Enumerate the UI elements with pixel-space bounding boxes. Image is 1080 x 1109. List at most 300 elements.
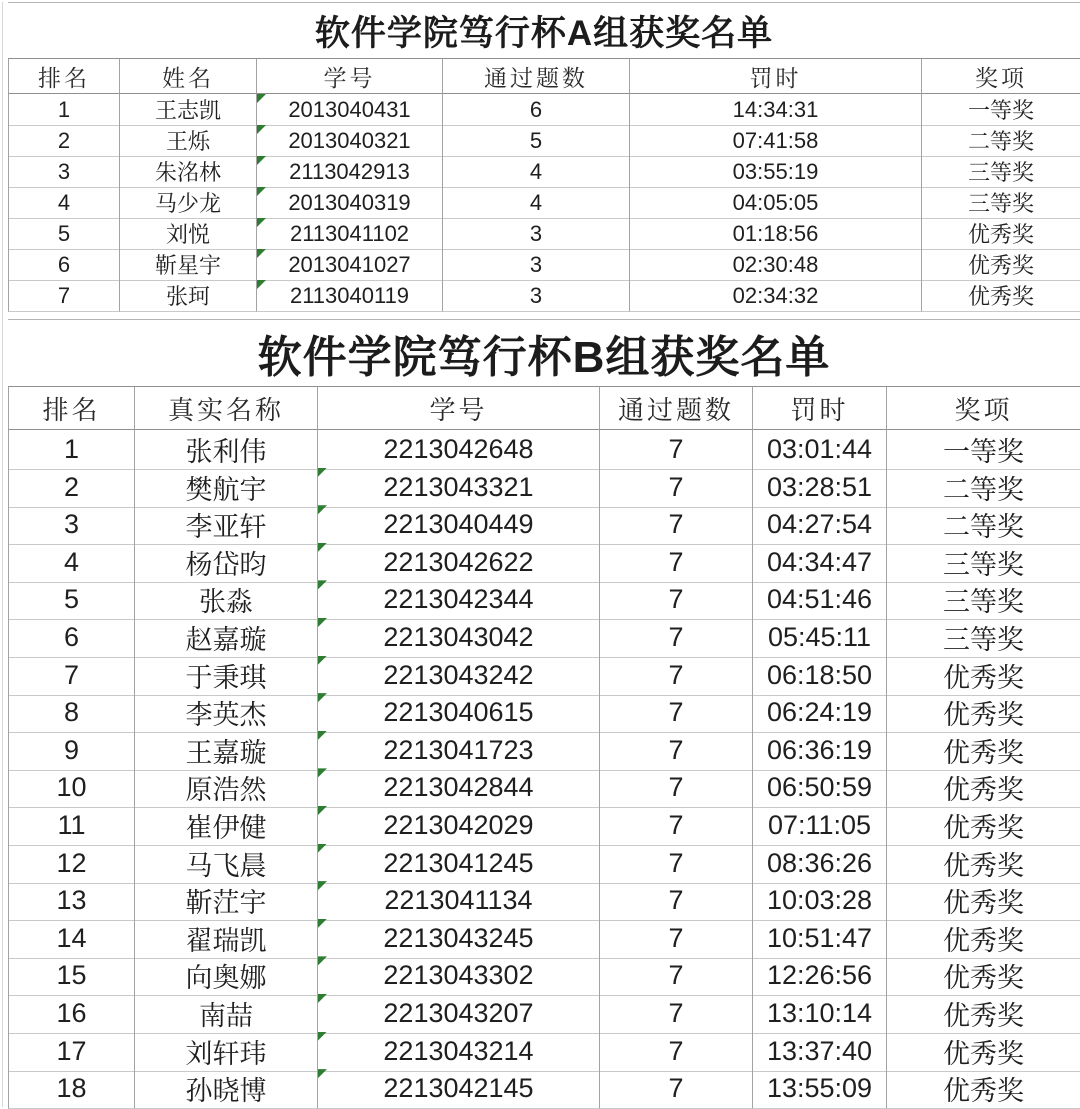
cell-value: 2213040449 xyxy=(383,509,534,540)
table-cell[interactable] xyxy=(600,956,753,996)
cell-value: 7 xyxy=(668,621,684,652)
table-row xyxy=(8,468,1080,506)
table-cell[interactable] xyxy=(120,156,257,188)
table-cell[interactable] xyxy=(753,580,887,620)
header-cell[interactable] xyxy=(600,386,753,430)
table-cell[interactable] xyxy=(135,505,318,545)
table-cell[interactable] xyxy=(887,844,1080,884)
table-cell[interactable] xyxy=(318,580,600,620)
table-cell[interactable] xyxy=(318,956,600,996)
cell-value: 二等奖 xyxy=(943,512,1024,543)
table-cell[interactable] xyxy=(257,249,443,281)
table-cell[interactable] xyxy=(135,956,318,996)
table-b-title-cell[interactable]: 软件学院笃行杯B组获奖名单 xyxy=(8,319,1080,386)
table-cell[interactable] xyxy=(922,94,1080,126)
table-cell[interactable] xyxy=(8,994,135,1034)
table-cell[interactable] xyxy=(600,430,753,470)
table-cell[interactable] xyxy=(135,580,318,620)
table-cell[interactable] xyxy=(318,505,600,545)
table-cell[interactable] xyxy=(753,468,887,508)
table-cell[interactable] xyxy=(443,187,630,219)
cell-value: 18 xyxy=(56,1073,87,1104)
cell-value: 一等奖 xyxy=(967,98,1034,123)
table-cell[interactable] xyxy=(8,543,135,583)
header-cell[interactable] xyxy=(8,386,135,430)
table-cell[interactable] xyxy=(8,919,135,959)
table-cell[interactable] xyxy=(600,618,753,658)
cell-value: 赵嘉璇 xyxy=(185,624,267,655)
cell-value: 樊航宇 xyxy=(185,474,267,505)
header-cell-label: 学号 xyxy=(429,394,488,425)
table-cell[interactable] xyxy=(887,1032,1080,1072)
table-cell[interactable] xyxy=(318,543,600,583)
cell-value: 刘悦 xyxy=(165,222,210,247)
header-cell-label: 奖项 xyxy=(954,394,1013,425)
cell-value: 杨岱昀 xyxy=(185,549,267,580)
table-cell[interactable] xyxy=(887,806,1080,846)
cell-value: 2 xyxy=(57,127,71,153)
table-cell[interactable] xyxy=(630,280,922,312)
table-cell[interactable] xyxy=(887,430,1080,470)
table-cell[interactable] xyxy=(887,618,1080,658)
table-cell[interactable] xyxy=(600,806,753,846)
table-cell[interactable] xyxy=(135,656,318,696)
table-cell[interactable] xyxy=(8,505,135,545)
cell-value: 优秀奖 xyxy=(943,1038,1024,1069)
table-cell[interactable] xyxy=(318,1069,600,1109)
table-cell[interactable] xyxy=(135,1069,318,1109)
table-cell[interactable] xyxy=(753,919,887,959)
table-cell[interactable] xyxy=(887,919,1080,959)
table-cell[interactable] xyxy=(630,125,922,157)
table-cell[interactable] xyxy=(135,693,318,733)
cell-value: 5 xyxy=(57,220,71,246)
table-cell[interactable] xyxy=(8,768,135,808)
cell-value: 7 xyxy=(668,434,684,464)
table-cell[interactable] xyxy=(8,881,135,921)
table-cell[interactable] xyxy=(630,156,922,188)
cell-value: 04:34:47 xyxy=(766,546,873,577)
table-cell[interactable] xyxy=(887,468,1080,508)
table-cell[interactable] xyxy=(753,731,887,771)
table-cell[interactable] xyxy=(318,844,600,884)
table-cell[interactable] xyxy=(443,249,630,281)
cell-value: 优秀奖 xyxy=(943,812,1024,843)
table-cell[interactable] xyxy=(120,218,257,250)
table-b-rows xyxy=(8,430,1080,1107)
table-cell[interactable] xyxy=(318,919,600,959)
table-cell[interactable] xyxy=(8,1069,135,1109)
table-cell[interactable] xyxy=(120,249,257,281)
table-cell[interactable] xyxy=(600,994,753,1034)
table-cell[interactable] xyxy=(887,505,1080,545)
table-cell[interactable] xyxy=(120,187,257,219)
table-cell[interactable] xyxy=(600,656,753,696)
table-cell[interactable] xyxy=(318,618,600,658)
table-cell[interactable] xyxy=(135,430,318,470)
cell-value: 2013040321 xyxy=(288,127,411,153)
cell-value: 06:24:19 xyxy=(766,697,873,728)
table-cell[interactable] xyxy=(887,693,1080,733)
table-cell[interactable] xyxy=(600,543,753,583)
table-cell[interactable] xyxy=(8,618,135,658)
table-row xyxy=(8,956,1080,994)
table-cell[interactable] xyxy=(8,187,120,219)
table-row xyxy=(8,125,1080,156)
cell-value: 4 xyxy=(57,189,71,215)
table-cell[interactable] xyxy=(257,280,443,312)
table-cell[interactable] xyxy=(135,844,318,884)
table-cell[interactable] xyxy=(135,543,318,583)
cell-value: 优秀奖 xyxy=(943,925,1024,956)
table-cell[interactable] xyxy=(120,280,257,312)
table-b-header-row xyxy=(8,386,1080,430)
table-cell[interactable] xyxy=(135,919,318,959)
table-cell[interactable] xyxy=(922,187,1080,219)
number-stored-as-text-flag-icon xyxy=(318,806,327,815)
cell-value: 2213043207 xyxy=(383,997,534,1028)
cell-value: 11 xyxy=(57,809,86,840)
cell-value: 5 xyxy=(529,127,543,153)
cell-value: 03:55:19 xyxy=(732,158,819,184)
cell-value: 2 xyxy=(63,471,80,502)
table-cell[interactable] xyxy=(318,731,600,771)
table-cell[interactable] xyxy=(600,580,753,620)
header-cell-label: 学号 xyxy=(323,64,376,91)
cell-value: 1 xyxy=(63,434,80,464)
table-cell[interactable] xyxy=(135,468,318,508)
cell-value: 3 xyxy=(529,251,543,277)
table-cell[interactable] xyxy=(887,656,1080,696)
table-cell[interactable] xyxy=(135,806,318,846)
table-cell[interactable] xyxy=(753,844,887,884)
cell-value: 优秀奖 xyxy=(943,737,1024,768)
table-cell[interactable] xyxy=(753,693,887,733)
table-cell[interactable] xyxy=(135,881,318,921)
table-cell[interactable] xyxy=(600,1032,753,1072)
table-cell[interactable] xyxy=(887,768,1080,808)
header-cell[interactable] xyxy=(135,386,318,430)
number-stored-as-text-flag-icon xyxy=(318,618,327,627)
cell-value: 06:18:50 xyxy=(766,659,873,690)
table-cell[interactable] xyxy=(443,218,630,250)
table-cell[interactable] xyxy=(753,994,887,1034)
cell-value: 03:01:44 xyxy=(766,434,873,464)
table-cell[interactable] xyxy=(753,1032,887,1072)
table-cell[interactable] xyxy=(753,618,887,658)
table-cell[interactable] xyxy=(600,881,753,921)
table-row xyxy=(8,1069,1080,1107)
award-table-group-a xyxy=(8,2,1080,311)
header-cell-label: 奖项 xyxy=(975,64,1027,91)
table-cell[interactable] xyxy=(600,693,753,733)
table-cell[interactable] xyxy=(922,280,1080,312)
cell-value: 三等奖 xyxy=(943,587,1024,618)
table-cell[interactable] xyxy=(257,94,443,126)
table-cell[interactable] xyxy=(135,618,318,658)
cell-value: 12 xyxy=(56,847,87,878)
cell-value: 6 xyxy=(529,96,543,122)
table-cell[interactable] xyxy=(753,881,887,921)
cell-value: 优秀奖 xyxy=(943,888,1024,919)
table-cell[interactable] xyxy=(318,768,600,808)
table-cell[interactable] xyxy=(318,468,600,508)
table-cell[interactable] xyxy=(753,430,887,470)
cell-value: 7 xyxy=(63,659,80,690)
cell-value: 3 xyxy=(529,220,543,246)
table-cell[interactable] xyxy=(318,806,600,846)
table-cell[interactable] xyxy=(887,580,1080,620)
table-cell[interactable] xyxy=(922,218,1080,250)
table-cell[interactable] xyxy=(8,468,135,508)
cell-value: 王嘉璇 xyxy=(185,737,267,768)
table-cell[interactable] xyxy=(135,1032,318,1072)
table-row xyxy=(8,430,1080,468)
table-cell[interactable] xyxy=(753,806,887,846)
cell-value: 7 xyxy=(668,509,684,540)
number-stored-as-text-flag-icon xyxy=(257,94,266,103)
table-row xyxy=(8,1032,1080,1070)
cell-value: 优秀奖 xyxy=(967,284,1034,309)
cell-value: 7 xyxy=(668,1035,684,1066)
table-row xyxy=(8,844,1080,882)
cell-value: 马少龙 xyxy=(154,191,221,216)
cell-value: 王志凯 xyxy=(154,98,221,123)
table-cell[interactable] xyxy=(318,430,600,470)
cell-value: 7 xyxy=(668,1073,684,1104)
number-stored-as-text-flag-icon xyxy=(318,1069,327,1078)
table-cell[interactable] xyxy=(8,218,120,250)
table-cell[interactable] xyxy=(257,218,443,250)
table-spacer-row xyxy=(8,311,1080,319)
header-cell-label: 姓名 xyxy=(162,64,214,91)
table-cell[interactable] xyxy=(318,1032,600,1072)
number-stored-as-text-flag-icon xyxy=(318,956,327,965)
table-cell[interactable] xyxy=(8,806,135,846)
table-row xyxy=(8,218,1080,249)
cell-value: 三等奖 xyxy=(943,624,1024,655)
table-cell[interactable] xyxy=(318,881,600,921)
cell-value: 04:27:54 xyxy=(766,509,873,540)
header-cell[interactable] xyxy=(120,58,257,94)
cell-value: 7 xyxy=(668,772,684,803)
number-stored-as-text-flag-icon xyxy=(318,731,327,740)
header-cell[interactable] xyxy=(887,386,1080,430)
header-cell[interactable] xyxy=(318,386,600,430)
table-cell[interactable] xyxy=(600,731,753,771)
table-cell[interactable] xyxy=(135,768,318,808)
table-cell[interactable] xyxy=(600,919,753,959)
table-row xyxy=(8,187,1080,218)
table-cell[interactable] xyxy=(8,125,120,157)
cell-value: 05:45:11 xyxy=(767,621,872,652)
table-row xyxy=(8,768,1080,806)
cell-value: 13:37:40 xyxy=(766,1035,873,1066)
header-cell[interactable] xyxy=(443,58,630,94)
table-cell[interactable] xyxy=(753,956,887,996)
table-cell[interactable] xyxy=(120,125,257,157)
table-cell[interactable] xyxy=(922,249,1080,281)
header-cell-label: 通过题数 xyxy=(484,64,588,91)
table-row xyxy=(8,505,1080,543)
cell-value: 优秀奖 xyxy=(943,1000,1024,1031)
cell-value: 一等奖 xyxy=(943,437,1024,467)
cell-value: 优秀奖 xyxy=(943,662,1024,693)
table-cell[interactable] xyxy=(753,1069,887,1109)
table-cell[interactable] xyxy=(887,994,1080,1034)
header-cell[interactable] xyxy=(257,58,443,94)
table-cell[interactable] xyxy=(600,468,753,508)
table-cell[interactable] xyxy=(887,543,1080,583)
table-cell[interactable] xyxy=(753,543,887,583)
cell-value: 04:05:05 xyxy=(732,189,819,215)
cell-value: 李英杰 xyxy=(185,700,267,731)
cell-value: 优秀奖 xyxy=(967,253,1034,278)
cell-value: 2213042648 xyxy=(383,434,534,464)
cell-value: 02:30:48 xyxy=(732,251,819,277)
number-stored-as-text-flag-icon xyxy=(318,505,327,514)
header-cell[interactable] xyxy=(630,58,922,94)
cell-value: 2213041245 xyxy=(383,847,534,878)
table-cell[interactable] xyxy=(630,94,922,126)
number-stored-as-text-flag-icon xyxy=(318,580,327,589)
cell-value: 2213041723 xyxy=(383,734,534,765)
table-cell[interactable] xyxy=(8,844,135,884)
table-row xyxy=(8,156,1080,187)
number-stored-as-text-flag-icon xyxy=(318,693,327,702)
table-cell[interactable] xyxy=(135,994,318,1034)
table-cell[interactable] xyxy=(8,156,120,188)
table-cell[interactable] xyxy=(600,844,753,884)
table-cell[interactable] xyxy=(8,430,135,470)
cell-value: 2013041027 xyxy=(288,251,411,277)
number-stored-as-text-flag-icon xyxy=(318,844,327,853)
table-cell[interactable] xyxy=(922,125,1080,157)
table-cell[interactable] xyxy=(318,994,600,1034)
table-cell[interactable] xyxy=(443,156,630,188)
cell-value: 3 xyxy=(57,158,71,184)
cell-value: 孙晓博 xyxy=(185,1076,267,1107)
cell-value: 2213043245 xyxy=(383,922,534,953)
table-cell[interactable] xyxy=(630,249,922,281)
table-cell[interactable] xyxy=(135,731,318,771)
cell-value: 优秀奖 xyxy=(943,700,1024,731)
table-row xyxy=(8,94,1080,125)
cell-value: 7 xyxy=(668,997,684,1028)
table-row xyxy=(8,994,1080,1032)
number-stored-as-text-flag-icon xyxy=(318,1032,327,1041)
cell-value: 2213043302 xyxy=(383,960,534,991)
table-cell[interactable] xyxy=(257,125,443,157)
header-cell-label: 罚时 xyxy=(749,64,802,91)
header-cell-label: 排名 xyxy=(38,64,90,91)
table-cell[interactable] xyxy=(8,280,120,312)
table-cell[interactable] xyxy=(257,156,443,188)
cell-value: 刘轩玮 xyxy=(185,1038,267,1069)
cell-value: 2213042344 xyxy=(383,584,534,615)
table-cell[interactable] xyxy=(922,156,1080,188)
cell-value: 10 xyxy=(56,772,87,803)
table-cell[interactable] xyxy=(8,693,135,733)
cell-value: 7 xyxy=(57,282,71,308)
number-stored-as-text-flag-icon xyxy=(318,656,327,665)
table-cell[interactable] xyxy=(318,656,600,696)
table-cell[interactable] xyxy=(887,731,1080,771)
table-cell[interactable] xyxy=(753,768,887,808)
table-a-header-row xyxy=(8,58,1080,94)
table-cell[interactable] xyxy=(8,249,120,281)
cell-value: 5 xyxy=(63,584,80,615)
cell-value: 2013040431 xyxy=(288,96,411,122)
cell-value: 12:26:56 xyxy=(766,960,873,991)
table-cell[interactable] xyxy=(630,187,922,219)
table-cell[interactable] xyxy=(887,1069,1080,1109)
table-cell[interactable] xyxy=(257,187,443,219)
cell-value: 6 xyxy=(63,621,80,652)
cell-value: 7 xyxy=(668,847,684,878)
table-cell[interactable] xyxy=(600,505,753,545)
cell-value: 2213042029 xyxy=(383,809,534,840)
table-row xyxy=(8,881,1080,919)
cell-value: 朱洺林 xyxy=(154,160,221,185)
table-cell[interactable] xyxy=(600,1069,753,1109)
cell-value: 03:28:51 xyxy=(766,471,873,502)
cell-value: 07:41:58 xyxy=(732,127,819,153)
table-a-title-cell[interactable]: 软件学院笃行杯A组获奖名单 xyxy=(8,2,1080,58)
table-cell[interactable] xyxy=(443,280,630,312)
table-cell[interactable] xyxy=(630,218,922,250)
table-cell[interactable] xyxy=(8,1032,135,1072)
number-stored-as-text-flag-icon xyxy=(257,249,266,258)
table-cell[interactable] xyxy=(318,693,600,733)
header-cell[interactable] xyxy=(8,58,120,94)
cell-value: 二等奖 xyxy=(943,474,1024,505)
cell-value: 靳星宇 xyxy=(154,253,221,278)
cell-value: 7 xyxy=(668,697,684,728)
table-cell[interactable] xyxy=(753,656,887,696)
cell-value: 于秉琪 xyxy=(185,662,267,693)
table-cell[interactable] xyxy=(887,881,1080,921)
cell-value: 三等奖 xyxy=(967,191,1034,216)
table-cell[interactable] xyxy=(8,94,120,126)
cell-value: 1 xyxy=(57,96,71,122)
table-cell[interactable] xyxy=(8,580,135,620)
cell-value: 王烁 xyxy=(165,129,210,154)
table-row xyxy=(8,618,1080,656)
cell-value: 02:34:32 xyxy=(732,282,819,308)
cell-value: 16 xyxy=(56,997,87,1028)
table-cell[interactable] xyxy=(8,956,135,996)
table-cell[interactable] xyxy=(887,956,1080,996)
cell-value: 翟瑞凯 xyxy=(185,925,267,956)
cell-value: 7 xyxy=(668,546,684,577)
header-cell[interactable] xyxy=(922,58,1080,94)
table-cell[interactable] xyxy=(8,731,135,771)
table-cell[interactable] xyxy=(753,505,887,545)
cell-value: 南喆 xyxy=(199,1000,253,1031)
table-cell[interactable] xyxy=(443,125,630,157)
number-stored-as-text-flag-icon xyxy=(318,543,327,552)
cell-value: 7 xyxy=(668,584,684,615)
cell-value: 2213041134 xyxy=(384,885,533,916)
table-cell[interactable] xyxy=(443,94,630,126)
table-cell[interactable] xyxy=(8,656,135,696)
header-cell[interactable] xyxy=(753,386,887,430)
table-cell[interactable] xyxy=(120,94,257,126)
award-table-group-b xyxy=(8,319,1080,1107)
table-row xyxy=(8,280,1080,311)
table-cell[interactable] xyxy=(600,768,753,808)
